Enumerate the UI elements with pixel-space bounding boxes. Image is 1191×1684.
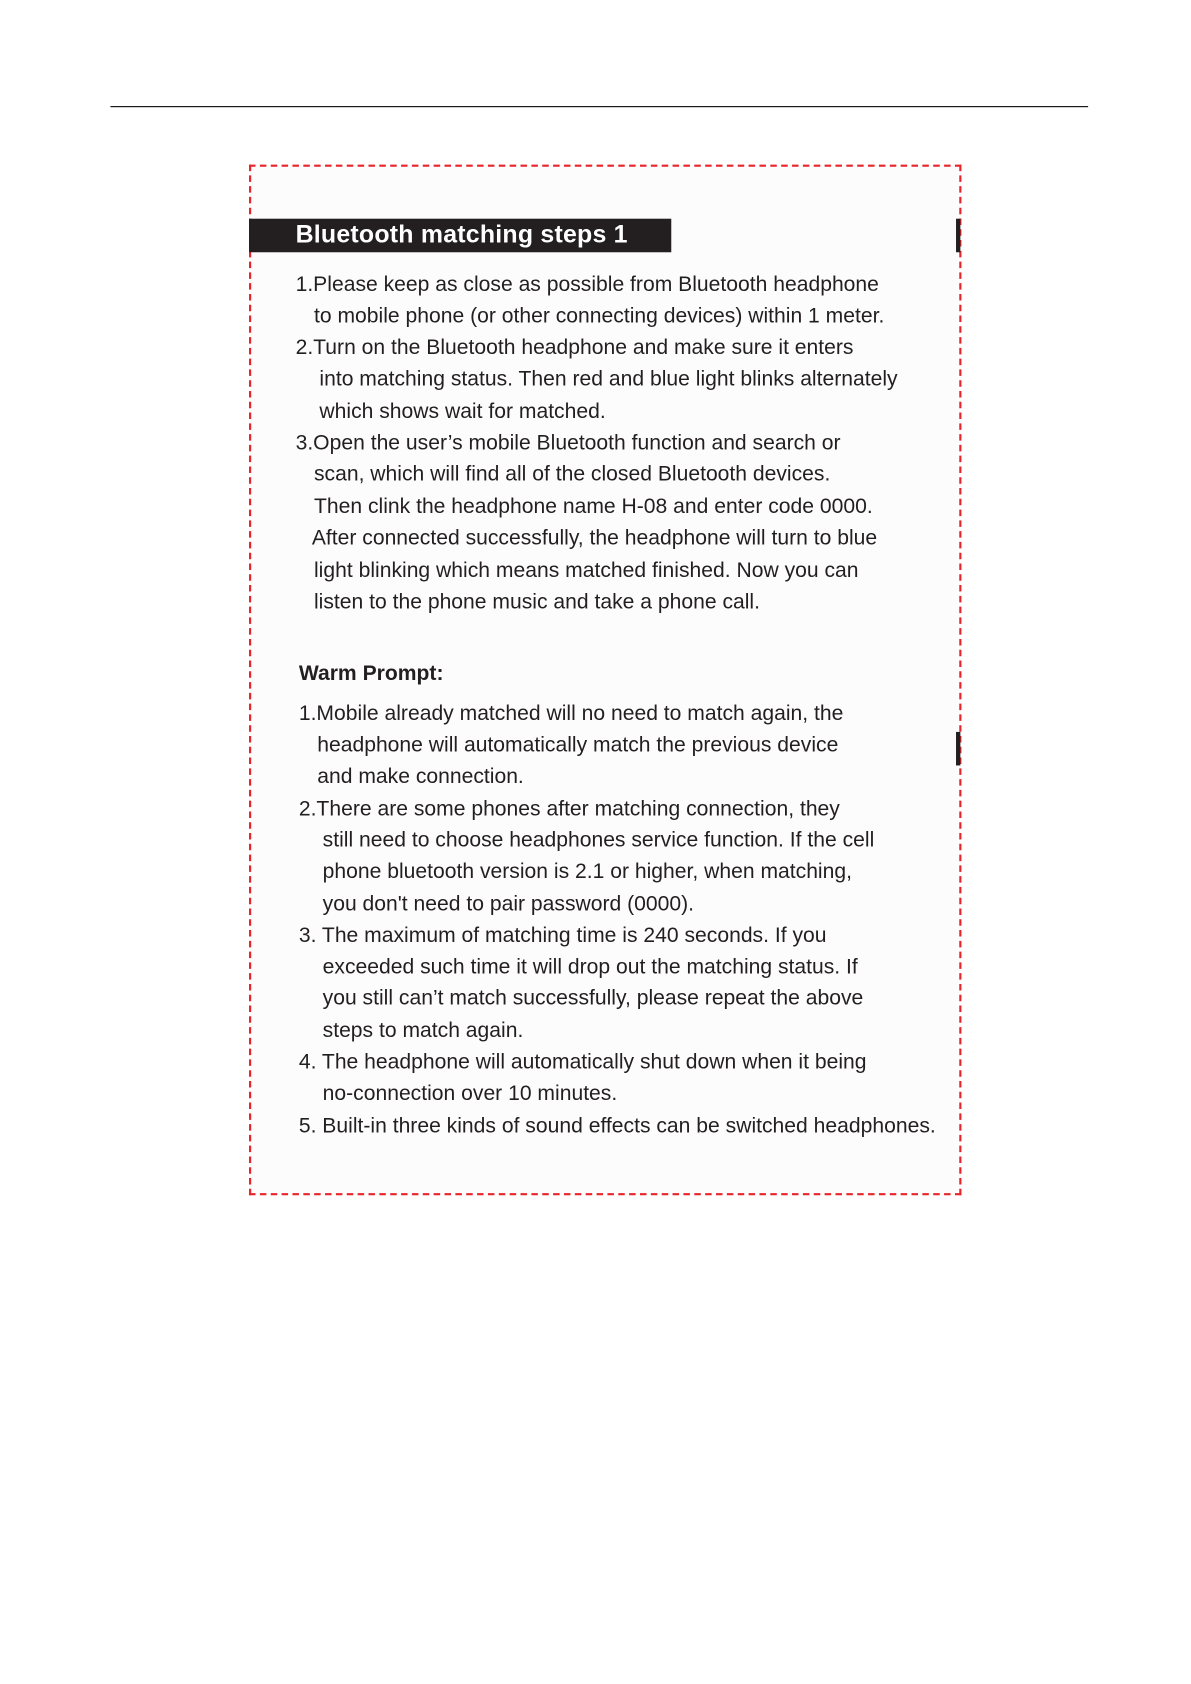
edge-mark	[956, 732, 960, 766]
warm-prompt-line: you don't need to pair password (0000).	[322, 892, 695, 916]
warm-prompt-line: headphone will automatically match the previous device	[317, 732, 839, 757]
section-title-bar	[249, 219, 671, 253]
step-line: which shows wait for matched.	[319, 399, 606, 424]
warm-prompt-line: phone bluetooth version is 2.1 or higher, when matching,	[322, 859, 852, 884]
warm-prompt-line: exceeded such time it will drop out the matching status. If	[322, 954, 858, 979]
warm-prompt-line: still need to choose headphones service function. If the cell	[322, 828, 875, 853]
warm-prompt-line: 4. The headphone will automatically shut down when it being	[298, 1050, 867, 1075]
step-line: 2.Turn on the Bluetooth headphone and make sure it enters	[295, 335, 854, 360]
step-line: 1.Please keep as close as possible from Bluetooth headphone	[295, 272, 879, 297]
warm-prompt-line: you still can’t match successfully, please repeat the above	[322, 986, 864, 1011]
step-line: to mobile phone (or other connecting devices) within 1 meter.	[313, 304, 885, 329]
step-line: Then clink the headphone name H-08 and enter code 0000.	[313, 494, 873, 519]
step-line: After connected successfully, the headphone will turn to blue	[311, 526, 878, 551]
step-line: light blinking which means matched finished. Now you can	[313, 558, 859, 583]
step-line: 3.Open the user’s mobile Bluetooth function and search or	[295, 430, 841, 455]
edge-mark	[956, 219, 960, 253]
step-line: listen to the phone music and take a phone call.	[313, 590, 760, 614]
warm-prompt-line: 2.There are some phones after matching connection, they	[298, 796, 840, 821]
step-line: into matching status. Then red and blue light blinks alternately	[319, 367, 898, 391]
section-title: Bluetooth matching steps 1	[295, 219, 628, 248]
warm-prompt-line: 5. Built-in three kinds of sound effects can be switched headphones.	[298, 1114, 936, 1138]
warm-prompt-line: 3. The maximum of matching time is 240 seconds. If you	[298, 923, 827, 948]
warm-prompt-heading: Warm Prompt:	[298, 661, 444, 686]
step-line: scan, which will find all of the closed Bluetooth devices.	[313, 462, 831, 487]
warm-prompt-line: steps to match again.	[322, 1018, 524, 1043]
header-rule	[110, 106, 1088, 107]
warm-prompt-line: no-connection over 10 minutes.	[322, 1081, 618, 1106]
warm-prompt-line: 1.Mobile already matched will no need to match again, the	[298, 701, 844, 726]
warm-prompt-line: and make connection.	[317, 764, 524, 789]
